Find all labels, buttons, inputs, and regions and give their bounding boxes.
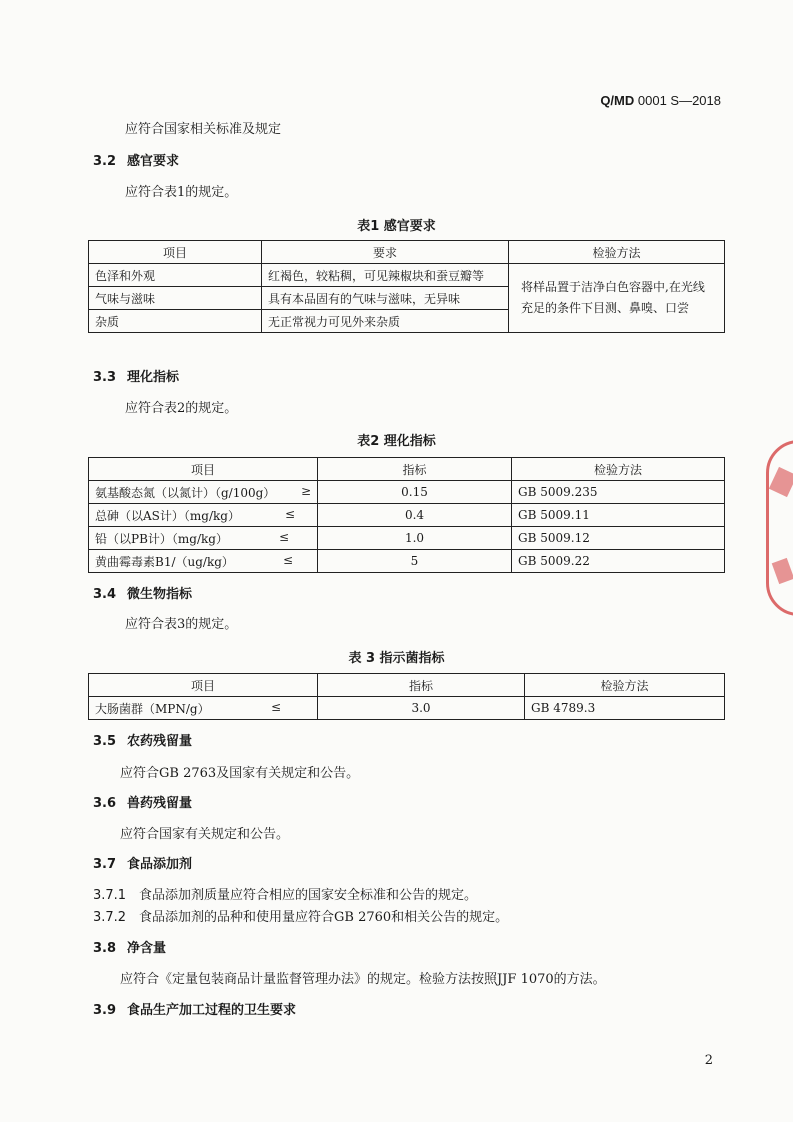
section-3-9-heading: 3.9 食品生产加工过程的卫生要求 — [93, 1003, 297, 1018]
section-3-4-heading: 3.4 微生物指标 — [93, 587, 193, 602]
section-3-6-heading: 3.6 兽药残留量 — [93, 796, 193, 811]
table2 — [88, 457, 725, 573]
table2-caption: 表2 理化指标 — [357, 434, 436, 449]
table2-item: 铅（以PB计）（mg/kg） — [95, 531, 228, 546]
table1-item: 色泽和外观 — [89, 264, 262, 287]
table2-header: 指标 — [318, 458, 512, 481]
table3-header: 项目 — [89, 674, 318, 697]
section-3-3-text: 应符合表2的规定。 — [125, 401, 238, 416]
table2-method: GB 5009.22 — [512, 550, 725, 573]
section-3-2-text: 应符合表1的规定。 — [125, 185, 238, 200]
table1 — [88, 240, 725, 333]
table1-item: 杂质 — [89, 310, 262, 333]
table3-caption: 表 3 指示菌指标 — [348, 651, 445, 666]
table-row — [89, 264, 725, 287]
section-3-7-1: 3.7.1 食品添加剂质量应符合相应的国家安全标准和公告的规定。 — [93, 888, 478, 903]
table2-method: GB 5009.235 — [512, 481, 725, 504]
table3-method: GB 4789.3 — [525, 697, 725, 720]
document-code: Q/MD 0001 S—2018 — [600, 93, 721, 108]
comparison-operator: ≤ — [282, 552, 293, 567]
table-row — [89, 550, 725, 573]
table-row — [89, 697, 725, 720]
table1-req: 无正常视力可见外来杂质 — [262, 310, 509, 333]
table2-item: 黄曲霉毒素B1/（ug/kg） — [95, 554, 234, 569]
table2-value: 0.15 — [318, 481, 512, 504]
section-3-5-heading: 3.5 农药残留量 — [93, 734, 193, 749]
section-3-7-heading: 3.7 食品添加剂 — [93, 857, 193, 872]
table1-item: 气味与滋味 — [89, 287, 262, 310]
section-3-8-heading: 3.8 净含量 — [93, 941, 167, 956]
section-3-3-heading: 3.3 理化指标 — [93, 370, 180, 385]
table3-value: 3.0 — [318, 697, 525, 720]
table3-item: 大肠菌群（MPN/g） — [95, 701, 210, 716]
table1-header: 检验方法 — [509, 241, 725, 264]
table2-item: 氨基酸态氮（以氮计）（g/100g） — [95, 485, 276, 500]
section-3-6-text: 应符合国家有关规定和公告。 — [120, 827, 290, 842]
table-row — [89, 527, 725, 550]
intro-line: 应符合国家相关标准及规定 — [125, 122, 282, 137]
table2-header: 项目 — [89, 458, 318, 481]
table1-header: 要求 — [262, 241, 509, 264]
table1-method: 将样品置于洁净白色容器中,在光线充足的条件下目测、鼻嗅、口尝 — [509, 264, 725, 333]
page-number: 2 — [704, 1053, 713, 1068]
table2-method: GB 5009.12 — [512, 527, 725, 550]
table3-header: 指标 — [318, 674, 525, 697]
comparison-operator: ≤ — [270, 699, 281, 714]
table2-value: 1.0 — [318, 527, 512, 550]
table-row — [89, 504, 725, 527]
section-3-7-2: 3.7.2 食品添加剂的品种和使用量应符合GB 2760和相关公告的规定。 — [93, 910, 509, 925]
section-3-2-heading: 3.2 感官要求 — [93, 154, 180, 169]
table2-value: 5 — [318, 550, 512, 573]
section-3-8-text: 应符合《定量包装商品计量监督管理办法》的规定。检验方法按照JJF 1070的方法。 — [120, 972, 606, 987]
comparison-operator: ≤ — [278, 529, 289, 544]
table3-header: 检验方法 — [525, 674, 725, 697]
table2-item: 总砷（以AS计）（mg/kg） — [95, 508, 240, 523]
comparison-operator: ≥ — [300, 483, 311, 498]
table1-caption: 表1 感官要求 — [357, 219, 436, 234]
table1-req: 红褐色，较粘稠，可见辣椒块和蚕豆瓣等 — [262, 264, 509, 287]
table2-header: 检验方法 — [512, 458, 725, 481]
table-row — [89, 481, 725, 504]
table3 — [88, 673, 725, 720]
table2-method: GB 5009.11 — [512, 504, 725, 527]
comparison-operator: ≤ — [284, 506, 295, 521]
table1-header: 项目 — [89, 241, 262, 264]
section-3-4-text: 应符合表3的规定。 — [125, 617, 238, 632]
table1-req: 具有本品固有的气味与滋味，无异味 — [262, 287, 509, 310]
section-3-5-text: 应符合GB 2763及国家有关规定和公告。 — [120, 766, 360, 781]
table2-value: 0.4 — [318, 504, 512, 527]
